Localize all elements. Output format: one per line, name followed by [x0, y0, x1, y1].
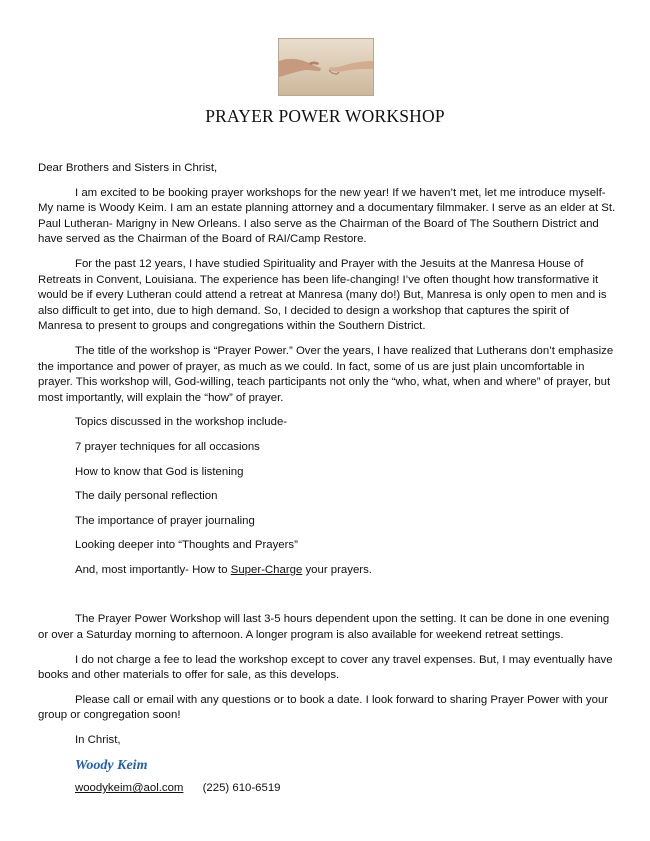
topic-item: 7 prayer techniques for all occasions: [75, 440, 260, 453]
topic-prefix: And, most importantly- How to: [75, 563, 231, 576]
paragraph-introduction: I am excited to be booking prayer workshops for the new year! If we haven’t met, let me introduce myself- My name is Woody Keim. I am an estate planning attorney and a documentary filmmaker. I serve as an elder at St. Paul Lutheran- Marigny in New Orleans. I also serve as the Chairman of the Board of The Southern District and have served as the Chairman of the Board of RAI/Camp Restore.: [38, 186, 616, 246]
super-charge-emphasis: Super-Charge: [230, 563, 303, 576]
email-link[interactable]: woodykeim@aol.com: [75, 782, 184, 795]
topic-item: Looking deeper into “Thoughts and Prayers”: [75, 539, 298, 552]
signature: Woody Keim: [75, 757, 148, 773]
paragraph-contact-request: Please call or email with any questions or to book a date. I look forward to sharing Prayer Power with your group or congregation soon!: [38, 693, 609, 722]
phone-number: (225) 610-6519: [202, 782, 281, 795]
topics-intro: Topics discussed in the workshop include-: [75, 416, 288, 429]
letter-body: [38, 161, 616, 797]
topic-item-super-charge: [38, 563, 616, 579]
topic-item: The importance of prayer journaling: [75, 514, 255, 527]
page-title: PRAYER POWER WORKSHOP: [205, 106, 445, 126]
spacer: [38, 587, 616, 612]
paragraph-workshop-title: The title of the workshop is “Prayer Power.” Over the years, I have realized that Lutherans don’t emphasize the importance and power of prayer, as much as we could. In fact, some of us are just plain uncomfortable in prayer. This workshop will, God-willing, teach participants not only the “who, what, when and where” of prayer, but most importantly, will explain the “how” of prayer.: [38, 344, 614, 404]
creation-of-adam-image: [278, 38, 374, 96]
topic-suffix: your prayers.: [302, 563, 372, 576]
topic-item: The daily personal reflection: [75, 490, 218, 503]
contact-line: [38, 781, 616, 797]
hands-illustration-icon: [279, 39, 373, 95]
paragraph-duration: The Prayer Power Workshop will last 3-5 hours dependent upon the setting. It can be done in one evening or over a Saturday morning to afternoon. A longer program is also available for weekend retreat settings.: [38, 613, 610, 642]
paragraph-fees: I do not charge a fee to lead the workshop except to cover any travel expenses. But, I may eventually have books and other materials to offer for sale, as this develops.: [38, 653, 613, 682]
closing: In Christ,: [75, 734, 121, 747]
salutation: Dear Brothers and Sisters in Christ,: [38, 162, 218, 174]
paragraph-background: For the past 12 years, I have studied Spirituality and Prayer with the Jesuits at the Manresa House of Retreats in Convent, Louisiana. The experience has been life-changing! I’ve often thought how transformative it would be if every Lutheran could attend a retreat at Manresa (many do!) But, Manresa is only open to men and is also difficult to get into, due to high demand. So, I decided to design a workshop that captures the spirit of Manresa to present to groups and congregations within the Southern District.: [38, 257, 607, 333]
topic-item: How to know that God is listening: [75, 465, 244, 478]
